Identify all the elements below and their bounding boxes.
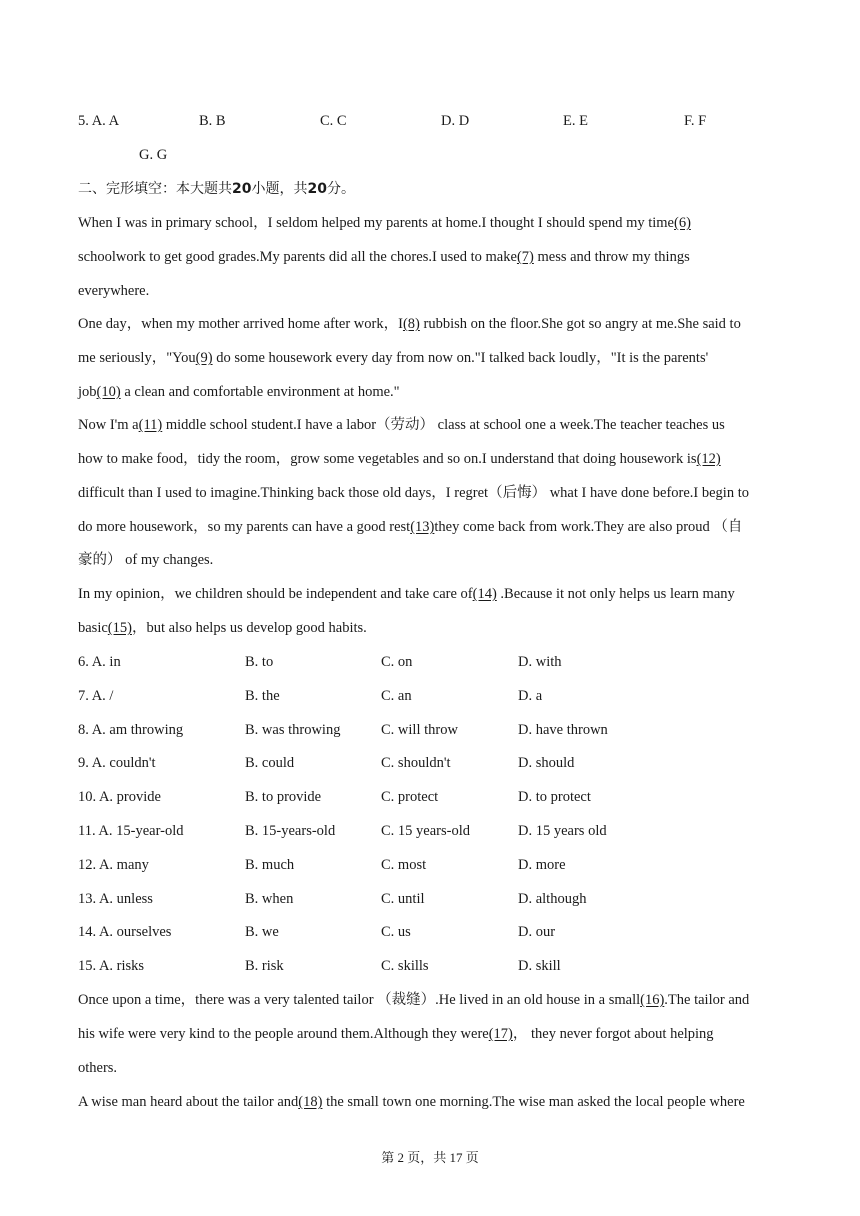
q5-option-a[interactable]: 5. A. A — [78, 113, 120, 129]
option-d[interactable]: D. with — [518, 654, 562, 670]
option-a[interactable]: 11. A. 15-year-old — [78, 823, 184, 839]
blank-11[interactable]: (11) — [138, 417, 163, 433]
passage-text: a clean and comfortable environment at home." — [120, 384, 400, 400]
passage-line — [78, 213, 782, 233]
option-c[interactable]: C. 15 years-old — [381, 823, 470, 839]
page-footer: 第 2 页，共 17 页 — [381, 1150, 479, 1165]
option-d[interactable]: D. have thrown — [518, 722, 608, 738]
passage-text: how to make food，tidy the room，grow some vegetables and so on.I understand that doing housework is — [78, 451, 697, 467]
passage-text: Once upon a time，there was a very talented tailor （裁缝）.He lived in an old house in a small — [78, 992, 641, 1008]
passage-line — [78, 483, 790, 503]
blank-8[interactable]: (8) — [402, 316, 420, 332]
section-heading — [78, 179, 782, 199]
blank-15[interactable]: (15) — [107, 620, 132, 636]
option-b[interactable]: B. when — [245, 891, 294, 907]
passage-line — [78, 1092, 782, 1112]
option-b[interactable]: B. much — [245, 857, 295, 873]
blank-7[interactable]: (7) — [516, 249, 534, 265]
section-prefix: 二、完形填空：本大题共 — [78, 181, 232, 197]
option-c[interactable]: C. us — [381, 924, 411, 940]
passage-text: ，but also helps us develop good habits. — [131, 620, 367, 636]
option-d[interactable]: D. 15 years old — [518, 823, 607, 839]
passage-line — [78, 1024, 782, 1044]
option-a[interactable]: 12. A. many — [78, 857, 149, 873]
option-a[interactable]: 15. A. risks — [78, 958, 145, 974]
passage-text: they come back from work.They are also proud （自 — [434, 519, 743, 535]
passage-line — [78, 550, 782, 570]
q5-option-f[interactable]: F. F — [684, 113, 707, 129]
q5-option-g[interactable]: G. G — [139, 147, 168, 163]
passage-text: do some housework every day from now on."I talked back loudly，"It is the parents' — [212, 350, 709, 366]
option-c[interactable]: C. will throw — [381, 722, 458, 738]
passage-text: difficult than I used to imagine.Thinking back those old days，I regret（后悔） what I have done before.I begin to — [78, 485, 749, 501]
blank-6[interactable]: (6) — [674, 215, 691, 231]
passage-line — [78, 247, 782, 267]
passage-text: One day，when my mother arrived home after work，I — [78, 316, 403, 332]
passage-text: schoolwork to get good grades.My parents did all the chores.I used to make — [78, 249, 517, 265]
option-d[interactable]: D. although — [518, 891, 587, 907]
passage-line — [78, 281, 782, 301]
option-b[interactable]: B. to — [245, 654, 274, 670]
section-score: 20 — [307, 181, 327, 197]
option-b[interactable]: B. to provide — [245, 789, 322, 805]
blank-10[interactable]: (10) — [96, 384, 121, 400]
blank-12[interactable]: (12) — [696, 451, 721, 467]
passage-text: middle school student.I have a labor（劳动） class at school one a week.The teacher teaches us — [162, 417, 725, 433]
option-c[interactable]: C. shouldn't — [381, 755, 451, 771]
section-mid: 小题，共 — [251, 181, 308, 197]
option-a[interactable]: 8. A. am throwing — [78, 722, 184, 738]
option-b[interactable]: B. we — [245, 924, 279, 940]
passage-text: When I was in primary school，I seldom helped my parents at home.I thought I should spend my time — [78, 215, 674, 231]
passage-line — [78, 990, 790, 1010]
passage-text: job — [78, 384, 97, 400]
blank-9[interactable]: (9) — [195, 350, 213, 366]
passage-line — [78, 449, 782, 469]
passage-line — [78, 348, 782, 368]
option-b[interactable]: B. was throwing — [245, 722, 341, 738]
passage-text: basic — [78, 620, 108, 636]
option-d[interactable]: D. to protect — [518, 789, 591, 805]
option-d[interactable]: D. more — [518, 857, 566, 873]
passage-text: mess and throw my things — [533, 249, 690, 265]
q5-option-d[interactable]: D. D — [441, 113, 470, 129]
blank-18[interactable]: (18) — [298, 1094, 323, 1110]
passage-text: me seriously，"You — [78, 350, 196, 366]
option-d[interactable]: D. our — [518, 924, 556, 940]
option-b[interactable]: B. the — [245, 688, 280, 704]
passage-text: the small town one morning.The wise man asked the local people where — [322, 1094, 745, 1110]
section-suffix: 分。 — [326, 181, 355, 197]
passage-text: A wise man heard about the tailor and — [78, 1094, 299, 1110]
passage-text: rubbish on the floor.She got so angry at me.She said to — [419, 316, 741, 332]
option-b[interactable]: B. could — [245, 755, 295, 771]
passage-line — [78, 1058, 782, 1078]
option-c[interactable]: C. until — [381, 891, 425, 907]
passage-text: 豪的） of my changes. — [78, 552, 214, 568]
q5-option-e[interactable]: E. E — [563, 113, 588, 129]
option-a[interactable]: 13. A. unless — [78, 891, 153, 907]
blank-16[interactable]: (16) — [640, 992, 665, 1008]
option-c[interactable]: C. protect — [381, 789, 439, 805]
passage-line — [78, 415, 782, 435]
passage-text: others. — [78, 1060, 118, 1076]
passage-text: In my opinion，we children should be independent and take care of — [78, 586, 473, 602]
passage-text: ， they never forgot about helping — [512, 1026, 714, 1042]
passage-line — [78, 517, 782, 537]
option-a[interactable]: 14. A. ourselves — [78, 924, 172, 940]
option-c[interactable]: C. skills — [381, 958, 429, 974]
blank-13[interactable]: (13) — [410, 519, 435, 535]
option-a[interactable]: 10. A. provide — [78, 789, 161, 805]
passage-text: do more housework，so my parents can have a good rest — [78, 519, 411, 535]
option-d[interactable]: D. skill — [518, 958, 561, 974]
passage-text: .The tailor and — [664, 992, 750, 1008]
option-c[interactable]: C. an — [381, 688, 412, 704]
option-d[interactable]: D. a — [518, 688, 543, 704]
passage-line — [78, 618, 782, 638]
q5-option-c[interactable]: C. C — [320, 113, 347, 129]
option-a[interactable]: 7. A. / — [78, 688, 114, 704]
passage-line — [78, 314, 782, 334]
option-b[interactable]: B. 15-years-old — [245, 823, 336, 839]
passage-text: .Because it not only helps us learn many — [496, 586, 735, 602]
option-c[interactable]: C. most — [381, 857, 427, 873]
option-a[interactable]: 9. A. couldn't — [78, 755, 156, 771]
q5-option-b[interactable]: B. B — [199, 113, 226, 129]
blank-17[interactable]: (17) — [488, 1026, 513, 1042]
option-d[interactable]: D. should — [518, 755, 575, 771]
passage-text: Now I'm a — [78, 417, 139, 433]
option-a[interactable]: 6. A. in — [78, 654, 121, 670]
option-c[interactable]: C. on — [381, 654, 413, 670]
section-count: 20 — [232, 181, 252, 197]
passage-text: everywhere. — [78, 283, 150, 299]
passage-text: his wife were very kind to the people around them.Although they were — [78, 1026, 489, 1042]
blank-14[interactable]: (14) — [472, 586, 497, 602]
passage-line — [78, 584, 782, 604]
option-b[interactable]: B. risk — [245, 958, 284, 974]
passage-line — [78, 382, 782, 402]
